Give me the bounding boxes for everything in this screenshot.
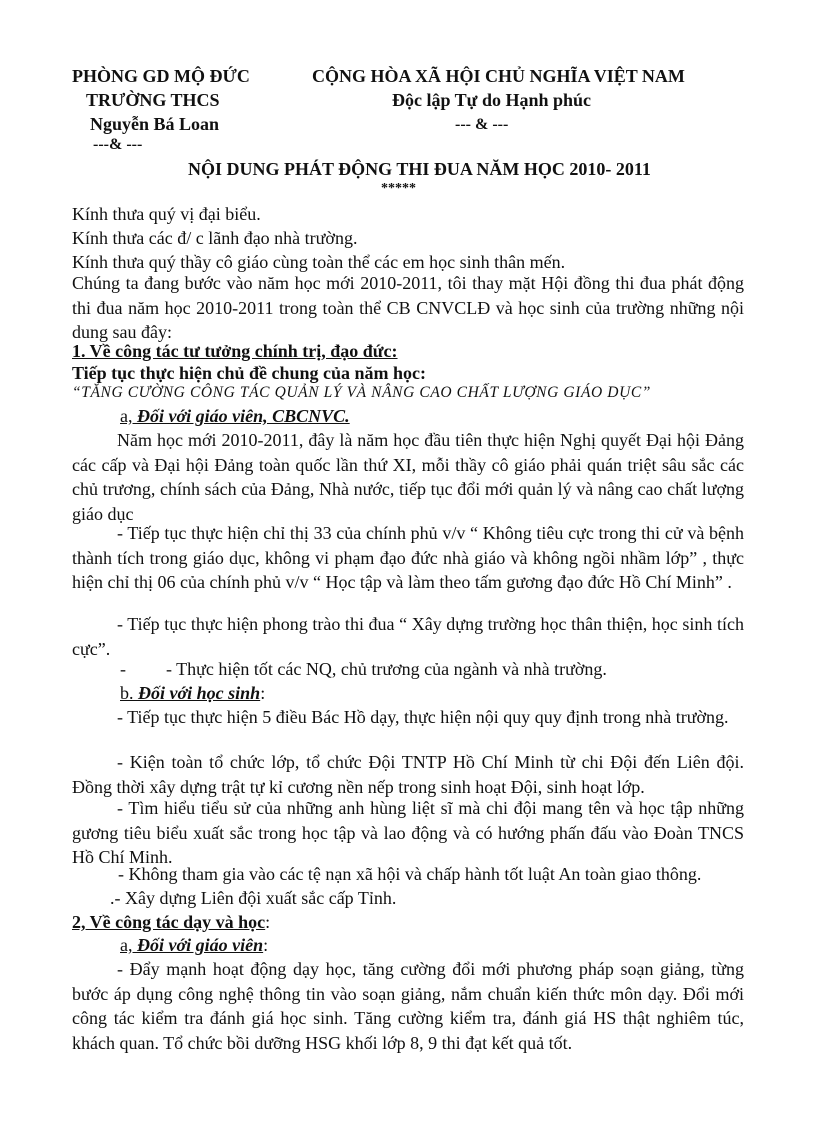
section1-heading: 1. Về công tác tư tưởng chính trị, đạo đức: (72, 341, 398, 361)
section1-a-bullet-dash: - (120, 659, 126, 679)
section1-a-label: Đối với giáo viên, CBCNVC. (137, 406, 350, 426)
section1-b-item: - Tìm hiểu tiểu sử của những anh hùng liệt sĩ mà chi đội mang tên và học tập những gương tiêu biểu xuất sắc trong học tập và lao động và có hướng phấn đấu vào Đoàn TNCS Hồ Chí Minh. (72, 798, 744, 867)
section1-b-item: .- Xây dựng Liên đội xuất sắc cấp Tỉnh. (110, 888, 397, 908)
section1-b-item: - Kiện toàn tổ chức lớp, tổ chức Đội TNTP Hồ Chí Minh từ chi Đội đến Liên đội. Đồng thời xây dựng trật tự kỉ cương nền nếp trong sinh hoạt Đội, sinh hoạt lớp. (72, 752, 744, 797)
intro-paragraph: Chúng ta đang bước vào năm học mới 2010-2011, tôi thay mặt Hội đồng thi đua phát động thi đua năm học 2010-2011 trong toàn thể CB CNVCLĐ và học sinh của trường những nội dung sau đây: (72, 273, 744, 342)
section2-heading-text: 2, Về công tác dạy và học (72, 912, 266, 932)
document-title: NỘI DUNG PHÁT ĐỘNG THI ĐUA NĂM HỌC 2010- 2011 (188, 159, 651, 179)
greeting-line: Kính thưa các đ/ c lãnh đạo nhà trường. (72, 228, 358, 248)
header-right-separator: --- & --- (455, 116, 509, 133)
section1-b-label: Đối với học sinh (138, 683, 261, 703)
section1-a-bullet-text: - Thực hiện tốt các NQ, chủ trương của ngành và nhà trường. (166, 659, 607, 679)
section1-b-item: - Không tham gia vào các tệ nạn xã hội và chấp hành tốt luật An toàn giao thông. (118, 864, 702, 884)
header-school-name: Nguyễn Bá Loan (90, 114, 220, 134)
section1-a-item: - Tiếp tục thực hiện chỉ thị 33 của chính phủ v/v “ Không tiêu cực trong thi cử và bệnh thành tích trong giáo dục, không vi phạm đạo đức nhà giáo và không ngồi nhầm lớp” , thực hiện chỉ thị 06 của chính phủ v/v “ Học tập và làm theo tấm gương đạo đức Hồ Chí Minh” . (72, 523, 744, 592)
section2-heading-colon: : (265, 912, 271, 932)
section1-b-heading (120, 683, 265, 704)
greeting-line: Kính thưa quý thầy cô giáo cùng toàn thể các em học sinh thân mến. (72, 252, 566, 272)
section2-a-prefix: a, (120, 935, 137, 955)
header-country: CỘNG HÒA XÃ HỘI CHỦ NGHĨA VIỆT NAM (312, 66, 685, 86)
header-motto: Độc lập Tự do Hạnh phúc (392, 90, 592, 110)
section2-heading (72, 912, 270, 933)
section1-a-paragraph: Năm học mới 2010-2011, đây là năm học đầu tiên thực hiện Nghị quyết Đại hội Đảng các cấp và Đại hội Đảng toàn quốc lần thứ XI, mỗi thầy cô giáo phải quán triệt sâu sắc các chủ trương, chính sách của Đảng, Nhà nước, tiếp tục đổi mới quản lý và nâng cao chất lượng giáo dục (72, 430, 744, 524)
section1-b-prefix: b. (120, 683, 138, 703)
section1-theme-label: Tiếp tục thực hiện chủ đề chung của năm học: (72, 363, 427, 383)
section1-b-item: - Tiếp tục thực hiện 5 điều Bác Hồ dạy, thực hiện nội quy quy định trong nhà trường. (117, 707, 729, 727)
header-org: PHÒNG GD MỘ ĐỨC (72, 66, 250, 86)
section1-b-colon: : (260, 683, 266, 703)
section2-a-paragraph: - Đẩy mạnh hoạt động dạy học, tăng cường đổi mới phương pháp soạn giảng, từng bước áp dụng công nghệ thông tin vào soạn giảng, nắm chuẩn kiến thức môn dạy. Đổi mới công tác kiểm tra đánh giá học sinh. Tăng cường kiểm tra, đánh giá HS thật nghiêm túc, khách quan. Tổ chức bồi dưỡng HSG khối lớp 8, 9 thi đạt kết quả tốt. (72, 959, 744, 1053)
section1-a-prefix: a, (120, 406, 137, 426)
header-left-separator: ---& --- (93, 136, 143, 153)
section1-theme: “TĂNG CƯỜNG CÔNG TÁC QUẢN LÝ VÀ NÂNG CAO CHẤT LƯỢNG GIÁO DỤC” (72, 384, 652, 401)
section2-a-label: Đối với giáo viên (137, 935, 264, 955)
section1-a-heading (120, 406, 350, 427)
title-stars: ***** (381, 181, 416, 196)
section1-a-item: - Tiếp tục thực hiện phong trào thi đua “ Xây dựng trường học thân thiện, học sinh tích cực”. (72, 614, 744, 659)
section2-a-colon: : (263, 935, 269, 955)
header-school: TRƯỜNG THCS (86, 90, 220, 110)
greeting-line: Kính thưa quý vị đại biểu. (72, 204, 261, 224)
section2-a-heading (120, 935, 268, 956)
